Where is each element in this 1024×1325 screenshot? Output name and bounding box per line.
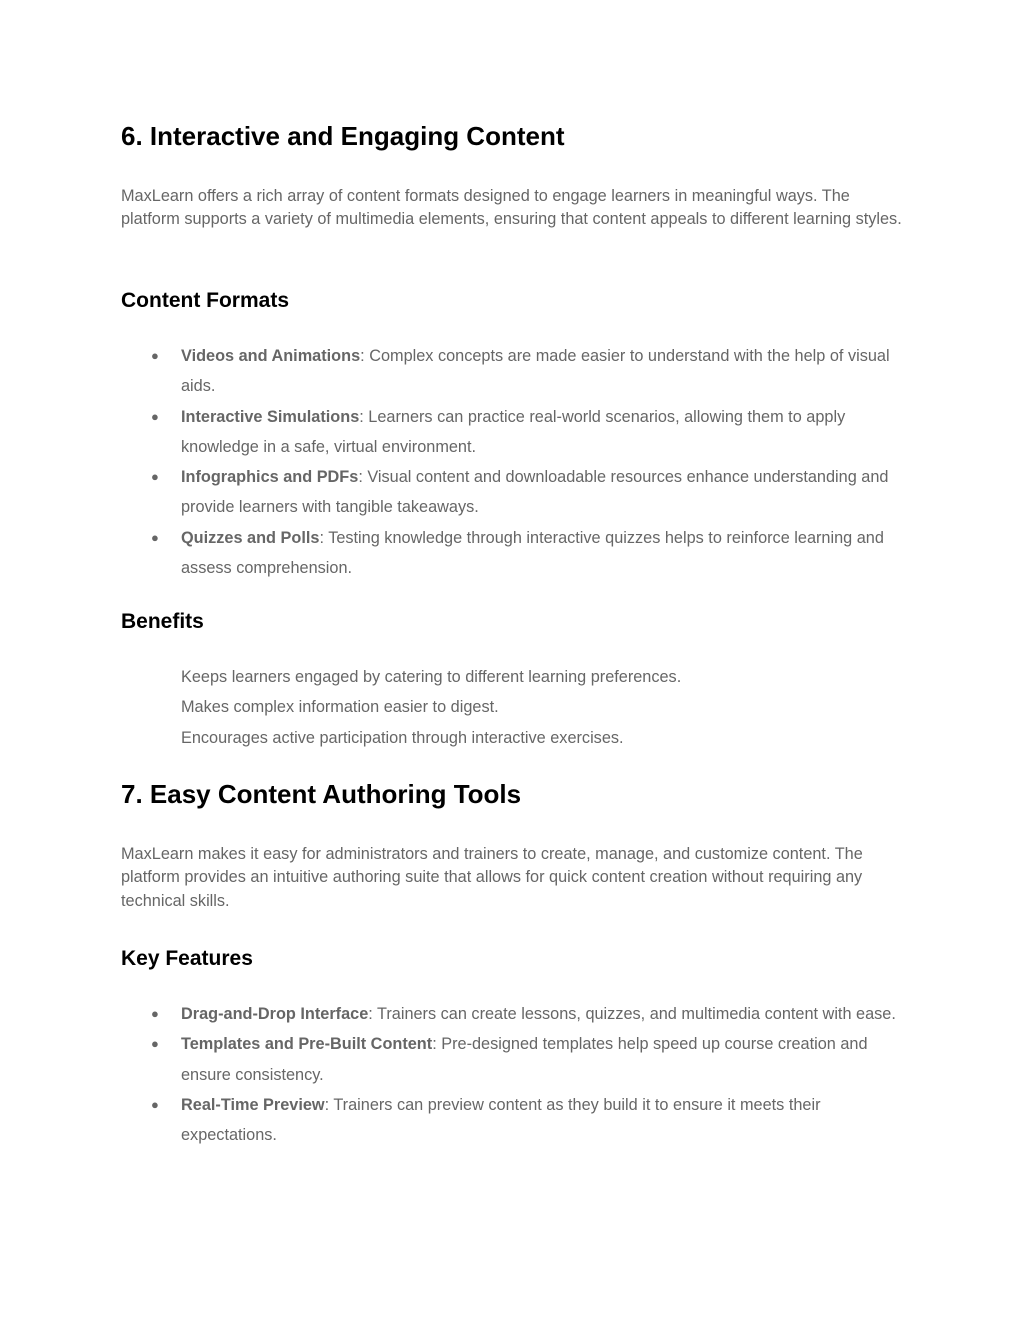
bullet-icon: ● — [151, 408, 159, 424]
key-features-heading: Key Features — [121, 947, 253, 970]
list-item-text: : Testing knowledge through interactive quizzes helps to reinforce learning and assess comprehension. — [181, 528, 884, 578]
list-item: Encourages active participation through interactive exercises. — [181, 728, 624, 747]
list-item — [121, 1090, 911, 1151]
list-item: Keeps learners engaged by catering to different learning preferences. — [181, 668, 682, 686]
list-item-text: : Trainers can preview content as they build it to ensure it meets their expectations. — [181, 1095, 821, 1145]
list-item-text: : Complex concepts are made easier to understand with the help of visual aids. — [181, 347, 890, 396]
bullet-icon: ● — [151, 529, 159, 545]
bullet-icon: ● — [151, 348, 159, 363]
list-item-term: Videos and Animations — [181, 347, 361, 365]
list-item-text: : Learners can practice real-world scenarios, allowing them to apply knowledge in a safe, virtual environment. — [181, 407, 846, 456]
list-item-text: : Trainers can create lessons, quizzes, and multimedia content with ease. — [368, 1005, 896, 1023]
content-formats-list — [121, 341, 911, 583]
list-item: Makes complex information easier to digest. — [181, 698, 499, 717]
list-item-term: Interactive Simulations — [181, 407, 360, 426]
bullet-icon: ● — [151, 1036, 159, 1052]
section-7-title: 7. Easy Content Authoring Tools — [121, 779, 522, 809]
bullet-icon: ● — [151, 469, 159, 485]
list-item-term: Drag-and-Drop Interface — [181, 1005, 369, 1023]
list-item-term: Templates and Pre-Built Content — [181, 1035, 433, 1054]
content-formats-heading: Content Formats — [121, 289, 289, 312]
list-item-text: : Visual content and downloadable resources enhance understanding and provide learners with tangible takeaways. — [181, 468, 889, 517]
list-item-text: : Pre-designed templates help speed up course creation and ensure consistency. — [181, 1035, 868, 1084]
section-6-title: 6. Interactive and Engaging Content — [121, 121, 565, 151]
section-6-intro: MaxLearn offers a rich array of content formats designed to engage learners in meaningful ways. The platform supports a variety of multimedia elements, ensuring that content appeals to different learning styles. — [121, 187, 902, 229]
list-item — [121, 999, 911, 1029]
bullet-icon: ● — [151, 1006, 159, 1021]
list-item — [121, 402, 911, 463]
list-item — [121, 341, 911, 402]
list-item-term: Real-Time Preview — [181, 1095, 325, 1114]
list-item — [121, 462, 911, 523]
list-item-term: Quizzes and Polls — [181, 528, 320, 547]
section-7-intro: MaxLearn makes it easy for administrators and trainers to create, manage, and customize content. The platform provides an intuitive authoring suite that allows for quick content creation without requiring any technical skills. — [121, 845, 863, 910]
benefits-list — [121, 662, 911, 753]
benefits-heading: Benefits — [121, 610, 204, 633]
list-item-term: Infographics and PDFs — [181, 468, 359, 487]
list-item — [121, 1029, 911, 1090]
bullet-icon: ● — [151, 1096, 159, 1112]
key-features-list — [121, 999, 911, 1150]
list-item — [121, 523, 911, 584]
